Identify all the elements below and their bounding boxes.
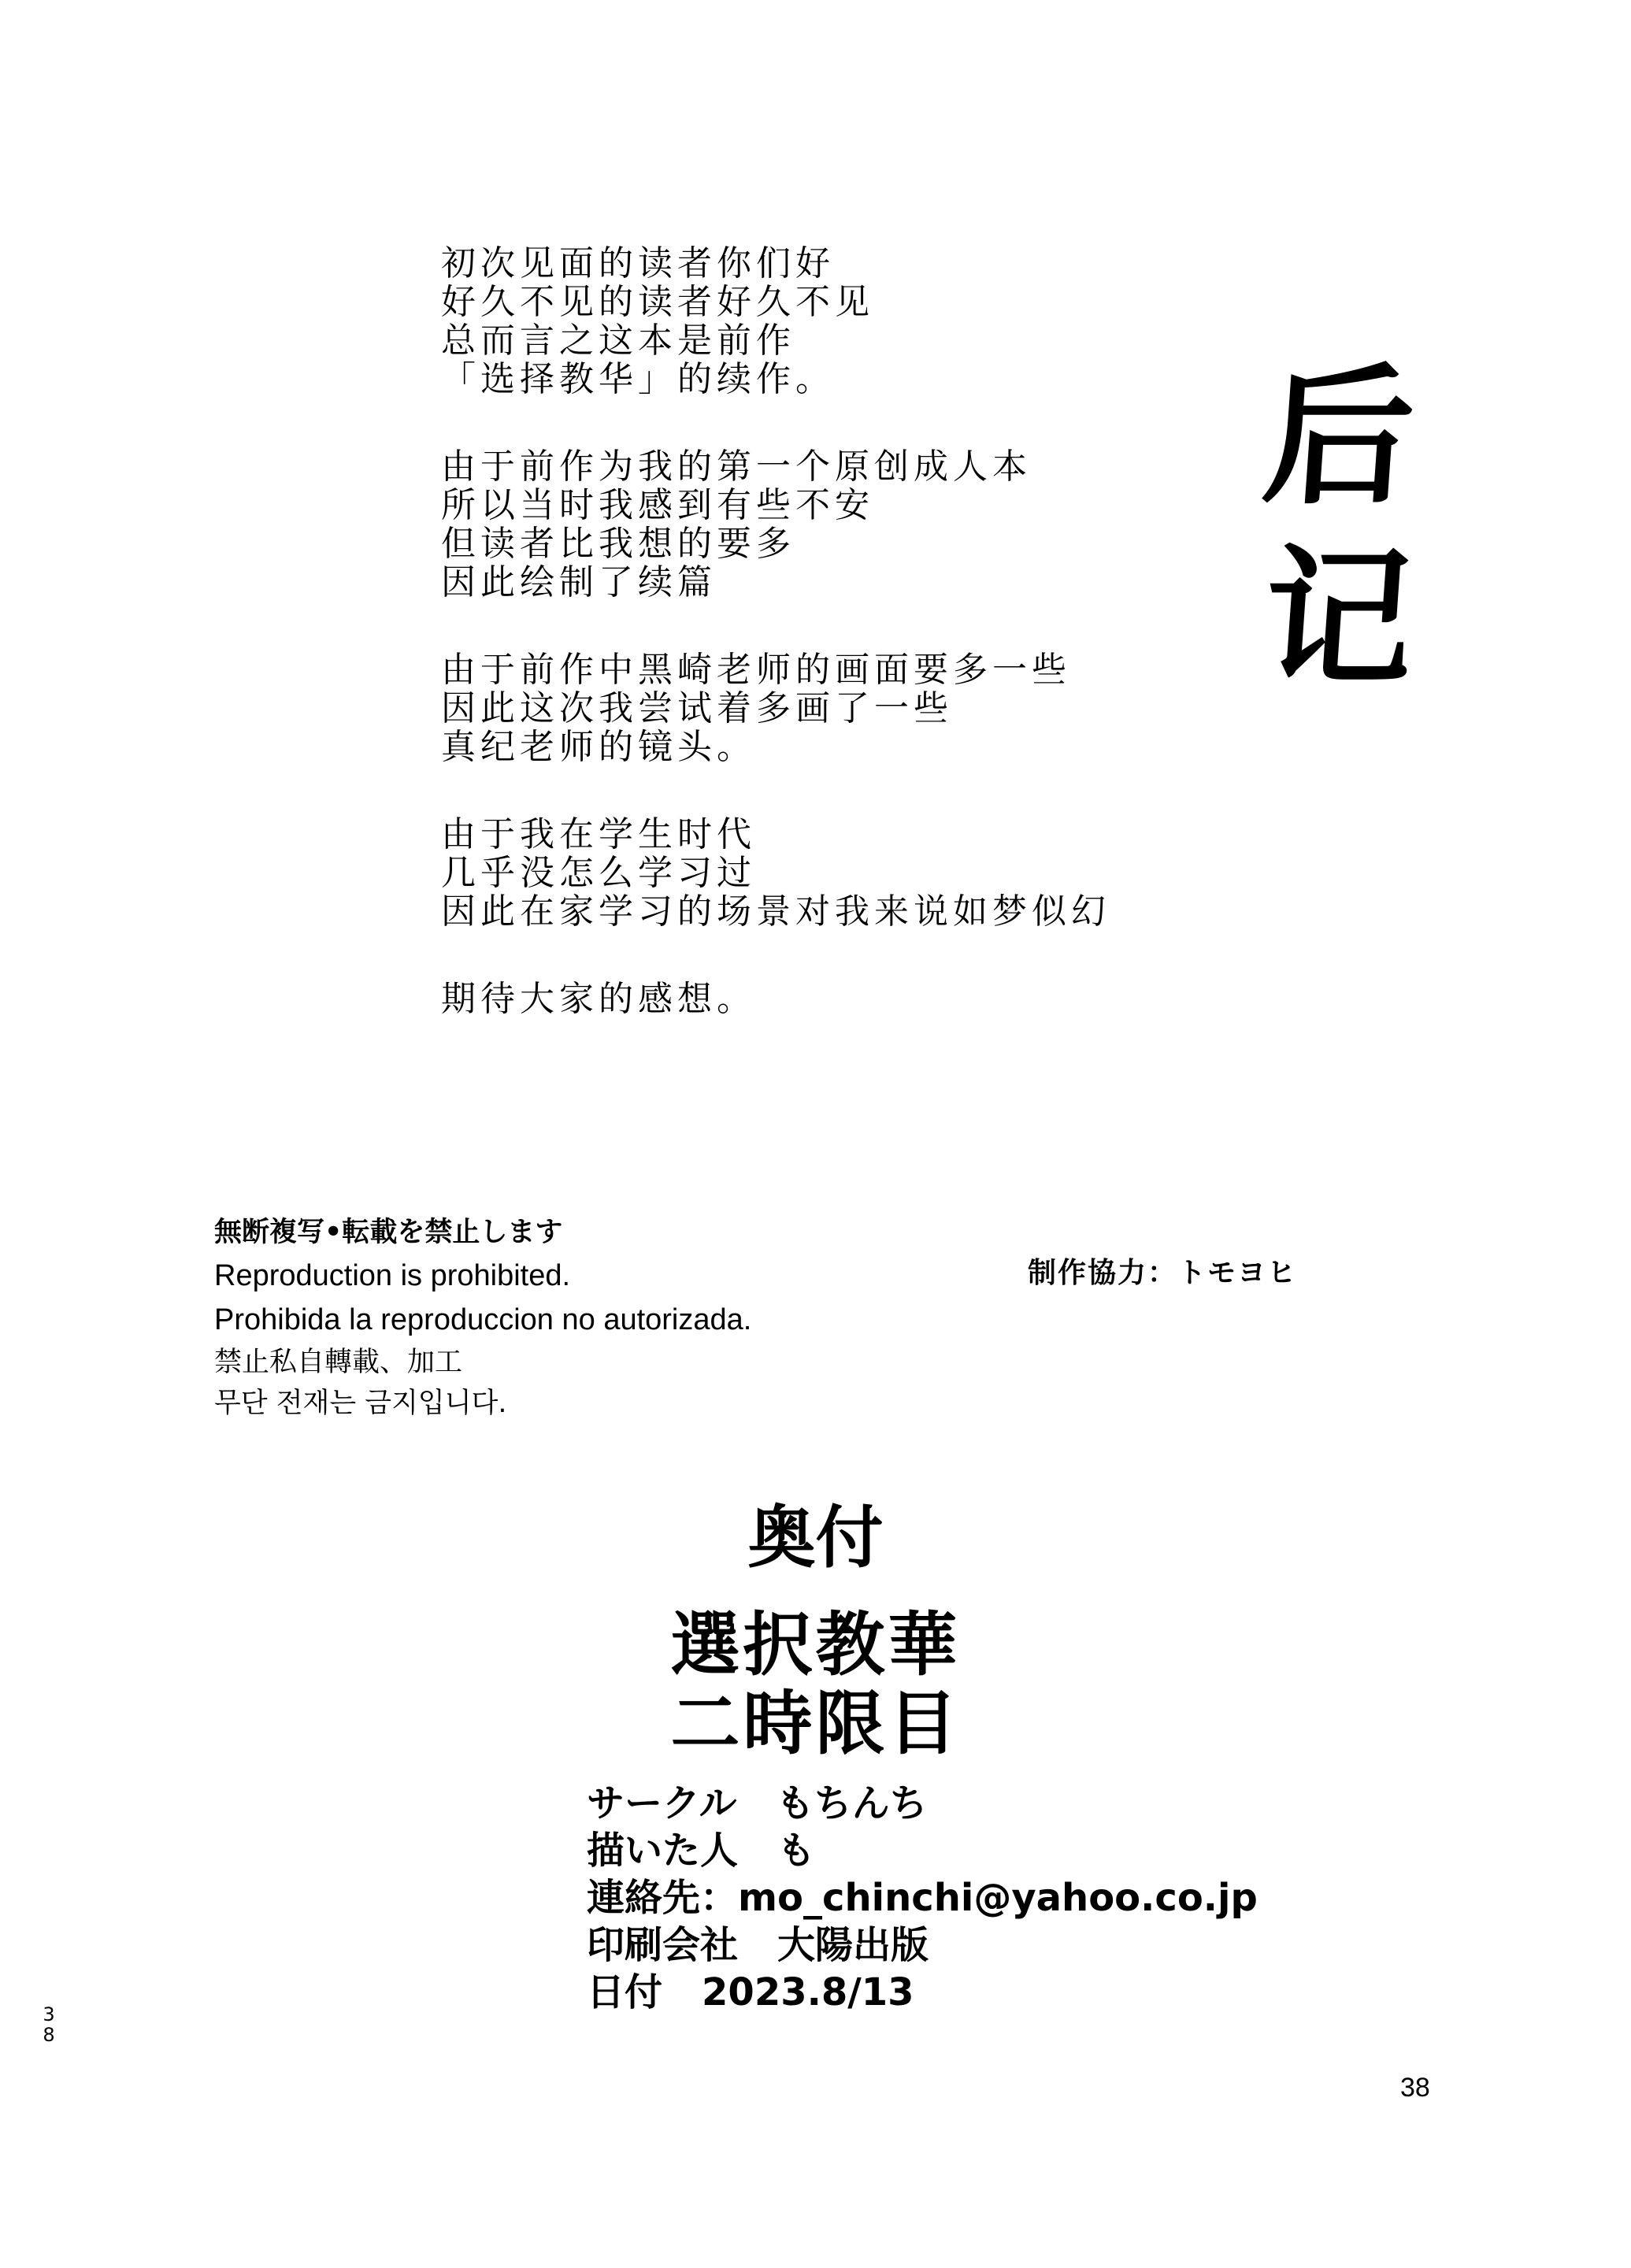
afterword-line: 几乎没怎么学习过 <box>441 853 756 893</box>
colophon-row-printer <box>587 1922 1532 1969</box>
afterword-text <box>441 244 1229 1067</box>
afterword-line: 因此这次我尝试着多画了一些 <box>441 688 953 728</box>
afterword-title-char: 后 <box>1258 349 1420 524</box>
notice-japanese: 無断複写•転載を禁止します <box>214 1217 563 1248</box>
afterword-line: 真纪老师的镜头。 <box>441 727 756 767</box>
colophon-value: 2023.8/13 <box>702 1970 914 2014</box>
afterword-line: 期待大家的感想。 <box>441 979 756 1019</box>
afterword-line: 因此在家学习的场景对我来说如梦似幻 <box>441 891 1110 932</box>
edge-page-digit: 8 <box>43 2024 55 2046</box>
afterword-paragraph-5 <box>441 980 1229 1018</box>
edge-page-digit: 3 <box>43 2003 55 2025</box>
afterword-paragraph-1 <box>441 244 1229 398</box>
afterword-paragraph-4 <box>441 815 1229 931</box>
page-number: 38 <box>1400 2073 1430 2103</box>
colophon-row-artist <box>587 1827 1532 1874</box>
afterword-paragraph-2 <box>441 447 1229 602</box>
afterword-line: 好久不见的读者好久不见 <box>441 282 874 322</box>
edge-page-number <box>41 2004 57 2045</box>
notice-english: Reproduction is prohibited. <box>214 1259 571 1292</box>
colophon-value: 大陽出版 <box>777 1923 929 1967</box>
afterword-line: 由于我在学生时代 <box>441 814 756 854</box>
afterword-title <box>1260 346 1418 709</box>
afterword-paragraph-3 <box>441 650 1229 766</box>
work-title-line-1: 選択教華 <box>670 1603 961 1685</box>
colophon-details <box>587 1780 1532 2016</box>
colophon-row-circle <box>587 1780 1532 1827</box>
afterword-title-char: 记 <box>1258 530 1420 706</box>
colophon-label: 印刷会社 <box>587 1923 739 1967</box>
notice-spanish: Prohibida la reproduccion no autorizada. <box>214 1303 752 1336</box>
colophon-value: もちんち <box>776 1781 928 1825</box>
colophon-value: も <box>777 1829 816 1873</box>
afterword-line: 所以当时我感到有些不安 <box>441 485 874 525</box>
afterword-line: 但读者比我想的要多 <box>441 524 795 564</box>
notice-chinese: 禁止私自轉載、加工 <box>214 1347 463 1378</box>
colophon-label: サークル <box>587 1781 737 1825</box>
afterword-line: 由于前作为我的第一个原创成人本 <box>441 447 1032 487</box>
afterword-line: 「选择教华」的续作。 <box>441 359 835 399</box>
colophon-row-contact <box>587 1874 1532 1922</box>
colophon-row-date <box>587 1969 1532 2016</box>
colophon-label: 描いた人 <box>587 1829 739 1873</box>
afterword-line: 因此绘制了续篇 <box>441 562 717 602</box>
copyright-notice <box>214 1211 1002 1424</box>
colophon-label: 連絡先： <box>587 1876 739 1920</box>
colophon-heading: 奥付 <box>747 1499 884 1577</box>
work-title-line-2: 二時限目 <box>670 1682 961 1764</box>
afterword-line: 初次见面的读者你们好 <box>441 243 835 284</box>
colophon-value: mo_chinchi@yahoo.co.jp <box>738 1876 1258 1920</box>
afterword-line: 由于前作中黑崎老师的画面要多一些 <box>441 650 1071 690</box>
notice-korean: 무단 전재는 금지입니다. <box>214 1388 507 1419</box>
colophon-header <box>0 1495 1631 1762</box>
colophon-label: 日付 <box>587 1970 663 2014</box>
production-credit: 制作協力：トモヨヒ <box>1028 1257 1298 1289</box>
afterword-line: 总而言之这本是前作 <box>441 321 795 361</box>
